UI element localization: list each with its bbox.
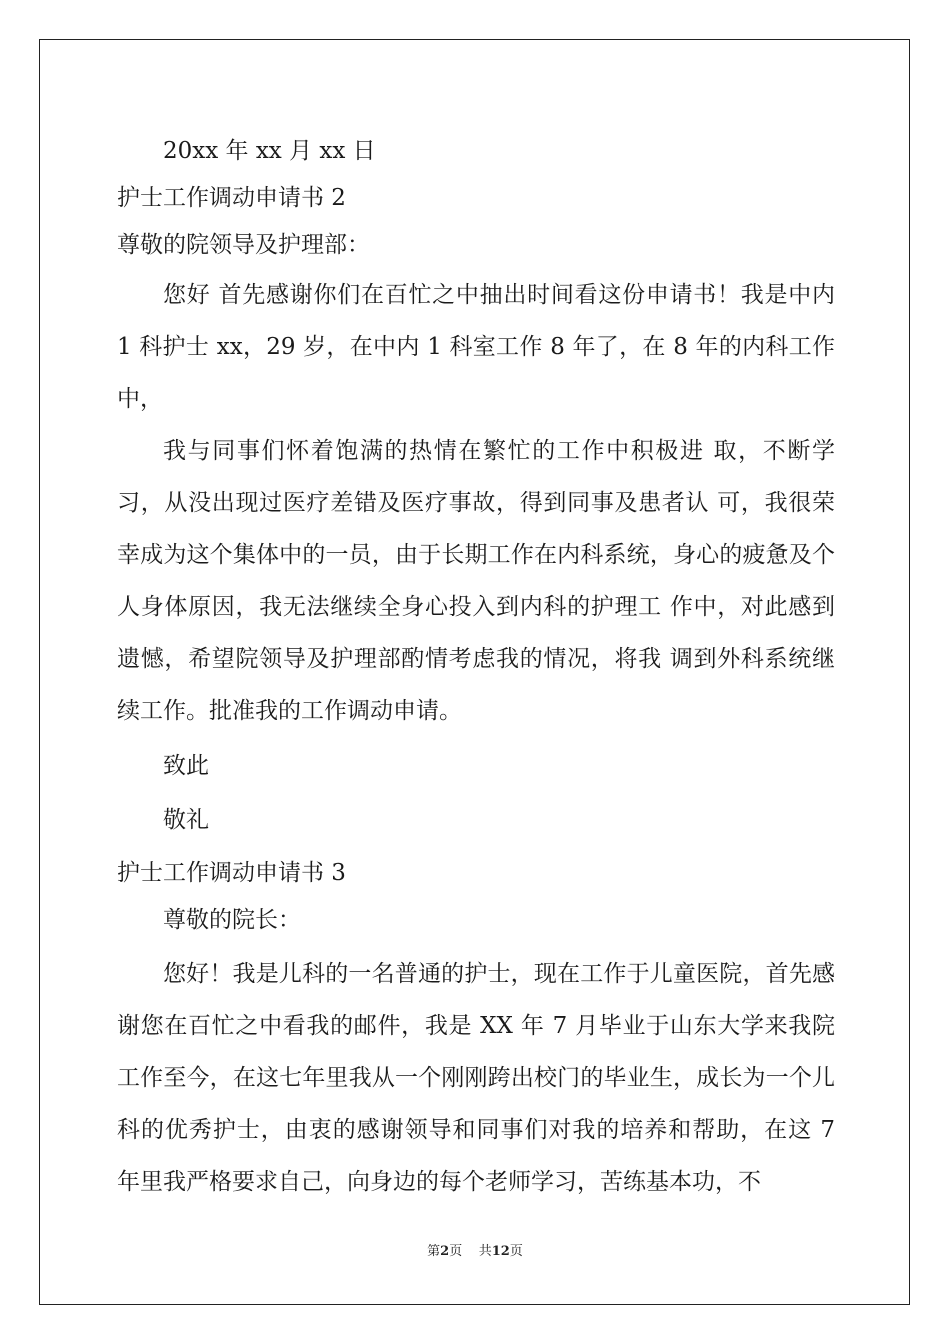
section-title-2: 护士工作调动申请书 2: [117, 185, 346, 211]
section-title-3: 护士工作调动申请书 3: [117, 860, 346, 886]
footer-page-suffix: 页: [449, 1244, 463, 1259]
footer-total-prefix: 共: [478, 1244, 492, 1259]
closing-line-2: 敬礼: [163, 807, 209, 833]
footer-page-prefix: 第: [427, 1244, 441, 1259]
footer-total-suffix: 页: [509, 1244, 523, 1259]
footer-total-pages: 12: [491, 1244, 510, 1259]
salutation-2: 尊敬的院领导及护理部：: [117, 232, 370, 258]
page-footer: [0, 1240, 950, 1259]
letter-body-3: [117, 948, 835, 1208]
paragraph: 您好 首先感谢你们在百忙之中抽出时间看这份申请书！我是中内 1 科护士 xx，29 岁，在中内 1 科室工作 8 年了，在 8 年的内科工作中，: [117, 282, 835, 412]
paragraph: 我与同事们怀着饱满的热情在繁忙的工作中积极进 取，不断学习，从没出现过医疗差错及医疗事故，得到同事及患者认 可，我很荣幸成为这个集体中的一员，由于长期工作在内科系统，身心的疲惫及个人身体原因，我无法继续全身心投入到内科的护理工 作中，对此感到遗憾，希望院领导及护理部酌情考虑我的情况，将我 调到外科系统继续工作。批准我的工作调动申请。: [117, 438, 835, 724]
closing-line-1: 致此: [163, 753, 209, 779]
footer-page-number: 2: [440, 1244, 450, 1259]
date-line: 20xx 年 xx 月 xx 日: [163, 138, 376, 164]
paragraph: 您好！我是儿科的一名普通的护士，现在工作于儿童医院，首先感谢您在百忙之中看我的邮件，我是 XX 年 7 月毕业于山东大学来我院工作至今，在这七年里我从一个刚刚跨出校门的毕业生，成长为一个儿科的优秀护士，由衷的感谢领导和同事们对我的培养和帮助，在这 7 年里我严格要求自己，向身边的每个老师学习，苦练基本功，不: [117, 961, 835, 1195]
salutation-3: 尊敬的院长：: [163, 907, 301, 933]
document-body: [117, 128, 835, 1208]
letter-body-2: [117, 269, 835, 737]
